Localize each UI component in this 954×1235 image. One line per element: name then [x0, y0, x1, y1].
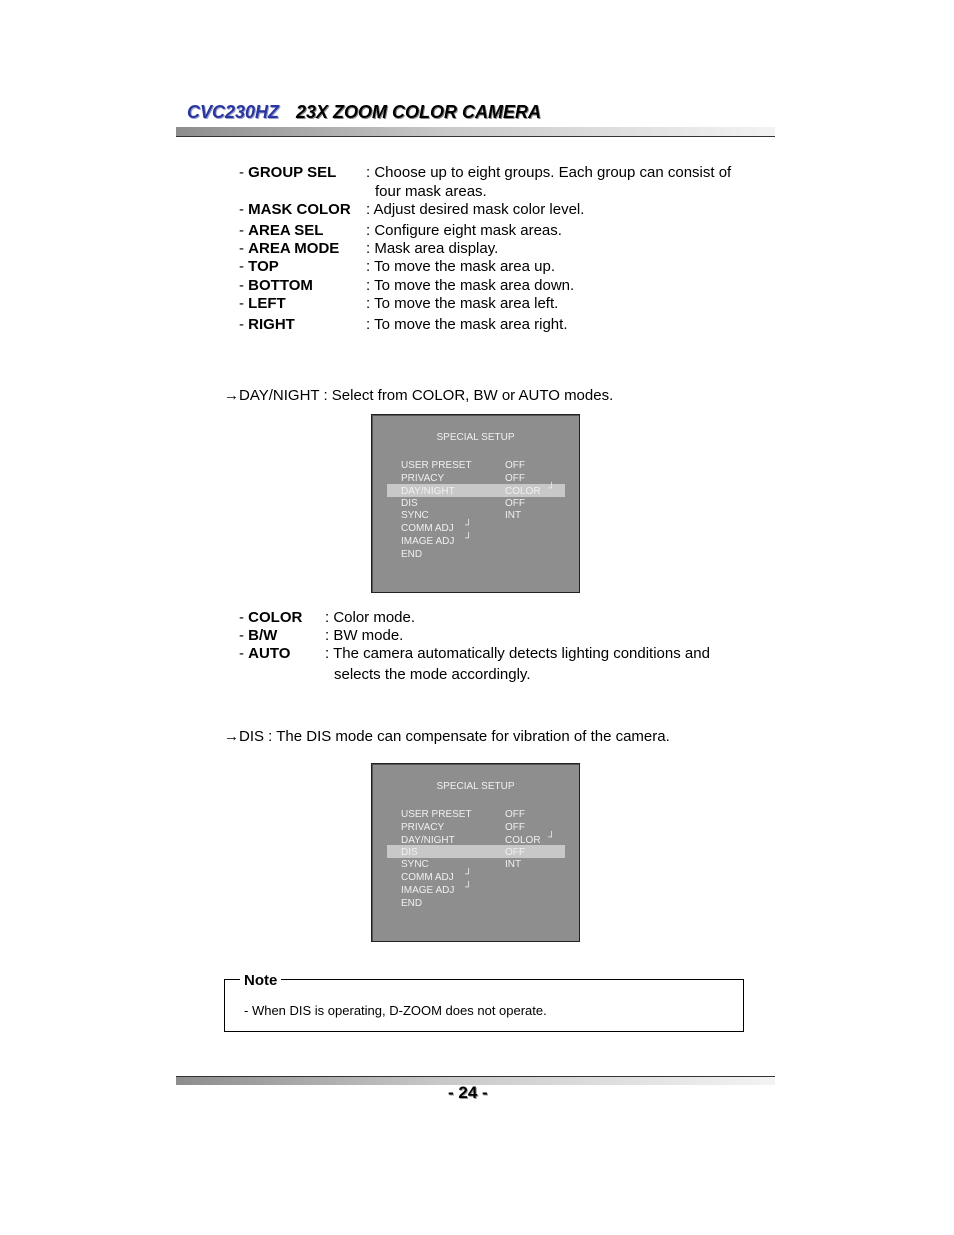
def-term: B/W [248, 627, 278, 644]
osd-label: DIS [401, 847, 418, 858]
def-item: - COLOR [239, 609, 303, 626]
osd-value: COLOR [505, 486, 541, 497]
osd-value: OFF [505, 822, 525, 833]
def-desc: : Choose up to eight groups. Each group can consist of [366, 164, 732, 181]
def-term: TOP [248, 258, 279, 275]
def-desc: : Configure eight mask areas. [366, 222, 562, 239]
def-item: - MASK COLOR [239, 201, 351, 218]
def-item: - AREA MODE [239, 240, 340, 257]
def-desc-cont: four mask areas. [375, 183, 487, 200]
def-term: GROUP SEL [248, 164, 337, 181]
osd-label: SYNC [401, 859, 429, 870]
def-desc: : To move the mask area down. [366, 277, 575, 294]
enter-icon: ┘ [465, 882, 473, 893]
def-desc: : To move the mask area left. [366, 295, 559, 312]
osd-label: PRIVACY [401, 473, 445, 484]
def-term: BOTTOM [248, 277, 313, 294]
osd-value: COLOR [505, 835, 541, 846]
osd-label: DAY/NIGHT [401, 835, 455, 846]
osd-title: SPECIAL SETUP [436, 781, 515, 792]
def-item: - RIGHT [239, 316, 295, 333]
osd-value: OFF [505, 460, 525, 471]
arrow-icon: → [224, 728, 239, 745]
osd-label: USER PRESET [401, 460, 472, 471]
page-number: - 24 - [448, 1083, 488, 1102]
osd-label: IMAGE ADJ [401, 885, 455, 896]
osd-label: END [401, 549, 423, 560]
osd-label: SYNC [401, 510, 429, 521]
osd-label: PRIVACY [401, 822, 445, 833]
osd-label: COMM ADJ [401, 523, 454, 534]
osd-label: USER PRESET [401, 809, 472, 820]
def-desc: : The camera automatically detects lighting conditions and [325, 645, 710, 662]
osd-label: END [401, 898, 423, 909]
day-night-text: DAY/NIGHT : Select from COLOR, BW or AUTO modes. [239, 387, 614, 404]
def-desc: : To move the mask area right. [366, 316, 568, 333]
note-title: Note [240, 972, 281, 989]
osd-menu-dis [371, 763, 580, 942]
def-term: LEFT [248, 295, 286, 312]
osd-label: DAY/NIGHT [401, 486, 455, 497]
model-name: CVC230HZ [187, 102, 280, 122]
enter-icon: ┘ [465, 520, 473, 531]
def-desc: : Color mode. [325, 609, 416, 626]
def-term: RIGHT [248, 316, 295, 333]
enter-icon: ┘ [548, 832, 556, 843]
day-night-heading [224, 387, 613, 404]
osd-label: DIS [401, 498, 418, 509]
def-desc: : BW mode. [325, 627, 404, 644]
def-item: - TOP [239, 258, 279, 275]
osd-value: INT [505, 510, 522, 521]
osd-value: OFF [505, 498, 525, 509]
def-term: AREA MODE [248, 240, 340, 257]
dis-heading [224, 728, 670, 745]
def-term: AREA SEL [248, 222, 324, 239]
def-item: - LEFT [239, 295, 286, 312]
osd-value: OFF [505, 847, 525, 858]
osd-value: INT [505, 859, 522, 870]
osd-value: OFF [505, 809, 525, 820]
note-text: - When DIS is operating, D-ZOOM does not operate. [244, 1003, 547, 1018]
osd-title: SPECIAL SETUP [436, 432, 515, 443]
def-item: - BOTTOM [239, 277, 313, 294]
def-term: AUTO [248, 645, 291, 662]
def-term: COLOR [248, 609, 303, 626]
arrow-icon: → [224, 387, 239, 404]
def-item: - AUTO [239, 645, 291, 662]
header-rule-line [176, 136, 775, 137]
dis-text: DIS : The DIS mode can compensate for vibration of the camera. [239, 728, 670, 745]
enter-icon: ┘ [465, 533, 473, 544]
def-desc: : Mask area display. [366, 240, 499, 257]
osd-label: IMAGE ADJ [401, 536, 455, 547]
def-desc: : Adjust desired mask color level. [366, 201, 585, 218]
enter-icon: ┘ [548, 483, 556, 494]
document-title: 23X ZOOM COLOR CAMERA [296, 102, 542, 122]
osd-menu-day-night [371, 414, 580, 593]
header-rule [176, 127, 775, 136]
def-desc-cont: selects the mode accordingly. [334, 666, 531, 683]
def-item: - GROUP SEL [239, 164, 337, 181]
enter-icon: ┘ [465, 869, 473, 880]
def-term: MASK COLOR [248, 201, 351, 218]
def-item: - AREA SEL [239, 222, 324, 239]
osd-label: COMM ADJ [401, 872, 454, 883]
osd-value: OFF [505, 473, 525, 484]
def-item: - B/W [239, 627, 278, 644]
def-desc: : To move the mask area up. [366, 258, 555, 275]
